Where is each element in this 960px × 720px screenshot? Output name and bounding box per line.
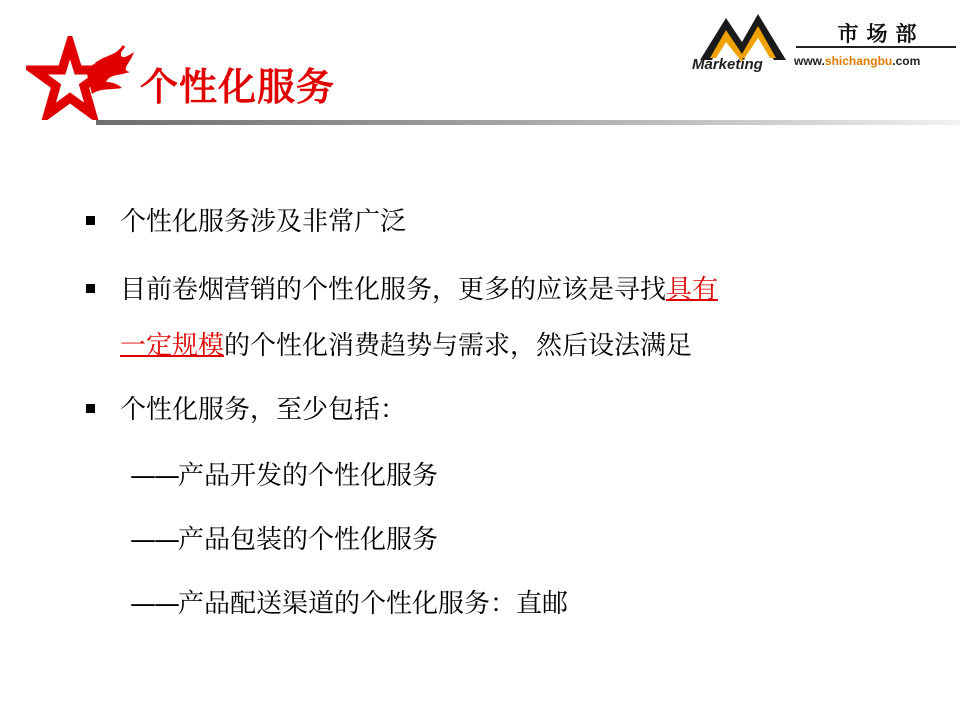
sub-item-text: 产品包装的个性化服务 xyxy=(178,525,439,555)
sub-item xyxy=(130,574,568,634)
brand-url-prefix: www. xyxy=(794,54,825,68)
square-bullet-icon xyxy=(86,284,95,293)
brand-marketing-label: Marketing xyxy=(692,56,763,73)
brand-url xyxy=(794,54,920,68)
highlighted-phrase: 一定规模 xyxy=(120,331,225,361)
brand-url-suffix: .com xyxy=(892,54,921,68)
bullet-text: 个性化服务涉及非常广泛 xyxy=(120,207,407,237)
sub-item xyxy=(130,510,438,570)
brand-name: 市场部 xyxy=(837,21,925,46)
slide-title: 个性化服务 xyxy=(140,65,336,109)
bullet-text-line1 xyxy=(120,260,718,320)
bullet-text-line2 xyxy=(120,316,692,376)
title-divider xyxy=(96,120,960,125)
bullet-text-segment: 的个性化消费趋势与需求，然后设法满足 xyxy=(224,331,693,361)
em-dash: —— xyxy=(130,461,178,491)
em-dash: —— xyxy=(130,589,178,619)
highlighted-phrase: 具有 xyxy=(666,275,719,305)
brand-url-highlight: shichangbu xyxy=(824,54,893,68)
red-star-flame-icon xyxy=(26,36,146,120)
sub-item-text: 产品开发的个性化服务 xyxy=(178,461,439,491)
sub-item xyxy=(130,446,438,506)
square-bullet-icon xyxy=(86,216,95,225)
em-dash: —— xyxy=(130,525,178,555)
bullet-text: 个性化服务，至少包括： xyxy=(120,395,407,425)
square-bullet-icon xyxy=(86,404,95,413)
sub-item-text: 产品配送渠道的个性化服务：直邮 xyxy=(178,589,569,619)
bullet-text-segment: 目前卷烟营销的个性化服务，更多的应该是寻找 xyxy=(120,275,667,305)
brand-divider xyxy=(796,46,956,48)
